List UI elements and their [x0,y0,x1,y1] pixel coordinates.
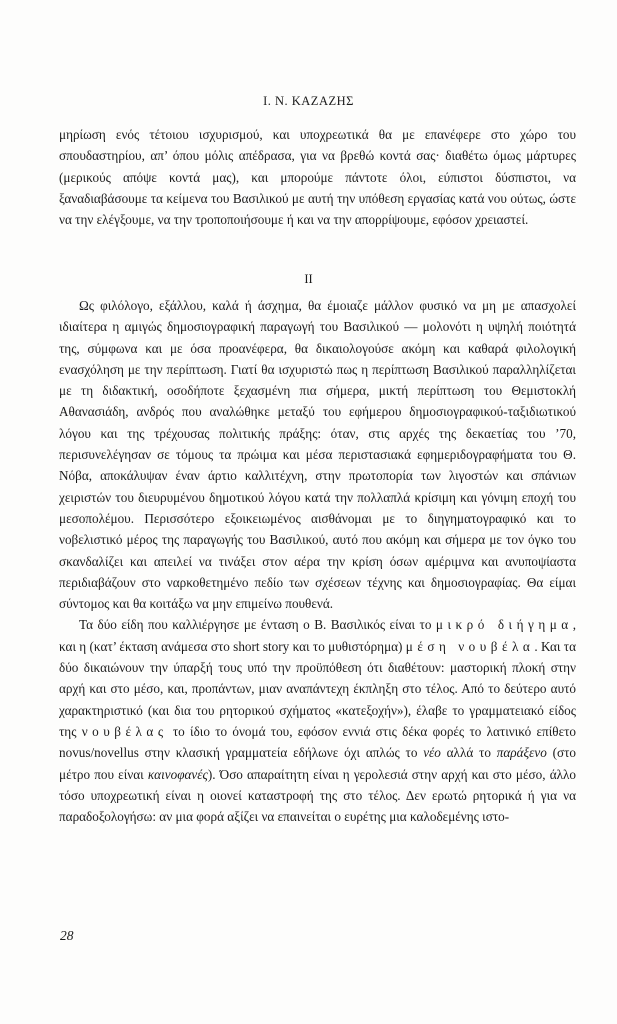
paragraph-2-text-5: αλλά το [440,745,497,761]
spaced-term-genre: νουβέλας [81,723,168,739]
italic-term-strange: παράξενο [496,745,547,761]
paragraph-2-text-4: το ίδιο το όνομά του, εφόσον εννιά στις δέκα φορές το λατινικό επίθετο novus/novellus στην κλασική γραμματεία εδήλωνε όχι απλώς το [59,723,576,761]
continued-paragraph-block [59,124,576,230]
spaced-term-novella: μέση νουβέλα [405,638,535,654]
body-paragraph-1: Ως φιλόλογο, εξάλλου, καλά ή άσχημα, θα έμοιαζε μάλλον φυσικό να μη με απασχολεί ιδιαίτερα η αμιγώς δημοσιογραφική παραγωγή του Βασιλικού — μολονότι η υψηλή ποιότητά της, σύμφωνα και με όσα προανέφερα, θα δικαιολογούσε ακόμη και καθαρά φιλολογική ενασχόληση με την περίπτωση. Γιατί θα ισχυριστώ πως η περίπτωση Βασιλικού παραλληλίζεται με τη διδακτική, οσοδήποτε ξεχασμένη πια σήμερα, μικτή περίπτωση του Θεμιστοκλή Αθανασιάδη, ανδρός που αναλώθηκε μεταξύ του εφήμερου δημοσιογραφικού-ταξιδιωτικού λόγου και της τρέχουσας πολιτικής πράξης: όταν, στις αρχές της δεκαετίας του ’70, περισυνελέγησαν σε τόμους τα πρώιμα και μέσα περιστασιακά εφημεριδογραφήματα του Θ. Νόβα, αποκάλυψαν έναν άρτιο καλλιτέχνη, στην πρωτοπορία των λιγοστών και σπάνιων χειριστών του διευρυμένου δημοτικού λόγου κατά την πολλαπλά κρίσιμη και γόνιμη εποχή του μεσοπολέμου. Περισσότερο εξοικειωμένος αισθάνομαι με το διηγηματογραφικό και το νοβελιστικό μέρος της παραγωγής του Βασιλικού, αυτό που ακόμη και σήμερα με τον όγκο του σκανδαλίζει και απειλεί να τινάξει στον αέρα την κρίση όσων αμέριμνα και ανυποψίαστα περιδιαβάζουν στο ναρκοθετημένο πεδίο των σχέσεων τέχνης και δημοσιογραφίας. Θα είμαι σύντομος και θα κοιτάξω να μην επιμείνω πουθενά. [59,298,576,612]
paragraph-2-text-7: ). Όσο απαραίτητη είναι η γερολεσιά στην αρχή και στο μέσο, άλλο τόσο υποχρεωτική είναι η οιονεί καταστροφή της στο τέλος. Δεν ερωτώ ρητορικά ή για να παραδοξολογήσω: αν μια φορά αξίζει να επαινείται ο ευρέτης μια καλοδεμένης ιστο- [59,766,576,825]
paragraph-2-text-1: Τα δύο είδη που καλλιέργησε με ένταση ο Β. Βασιλικός είναι το [79,617,436,633]
paragraph-2-text-3: . Και τα δύο δικαιώνουν την ύπαρξή τους υπό την προϋπόθεση ότι διαθέτουν: μαστορική πλοκή στην αρχή και στο μέσο, και, προπάντων, μιαν αναπάντεχη έκπληξη στο τέλος. Από το δεύτερο αυτό χαρακτηριστικό (και δια του ρητορικού σχήματος «κατεξοχήν»), έλαβε το γραμματειακό είδος της [59,638,576,739]
running-head: Ι. Ν. ΚΑΖΑΖΗΣ [263,94,354,108]
italic-term-new: νέο [423,745,441,761]
intro-paragraph: μηρίωση ενός τέτοιου ισχυρισμού, και υποχρεωτικά θα με επανέφερε στο χώρο του σπουδαστηρίου, απ’ όπου μόλις απέδρασα, για να βρεθώ κοντά σας· διαθέτω όμως μάρτυρες (μερικούς απόψε κοντά μας), και μπορούμε πάντοτε όλοι, εύπιστοι δύσπιστοι, να ξαναδιαβάσουμε τα κείμενα του Βασιλικού με αυτή την υπόθεση εργασίας κατά νου ούτως, ώστε να την ελέγξουμε, να την τροποποιήσουμε ή και να την απορρίψουμε, εφόσον χρειαστεί. [59,127,576,228]
section-number: II [304,272,313,286]
body-paragraph-2 [59,614,576,827]
spaced-term-short-story: μικρό διήγημα [435,617,573,633]
paragraph-2-text-2: , και η (κατ’ έκταση ανάμεσα στο short story και το μυθιστόρημα) [59,617,576,654]
paragraph-2-text-6: (στο μέτρο που είναι [59,745,576,782]
page-number: 28 [60,928,74,943]
section-body [59,295,576,827]
italic-term-novel: καινοφανές [147,766,208,782]
